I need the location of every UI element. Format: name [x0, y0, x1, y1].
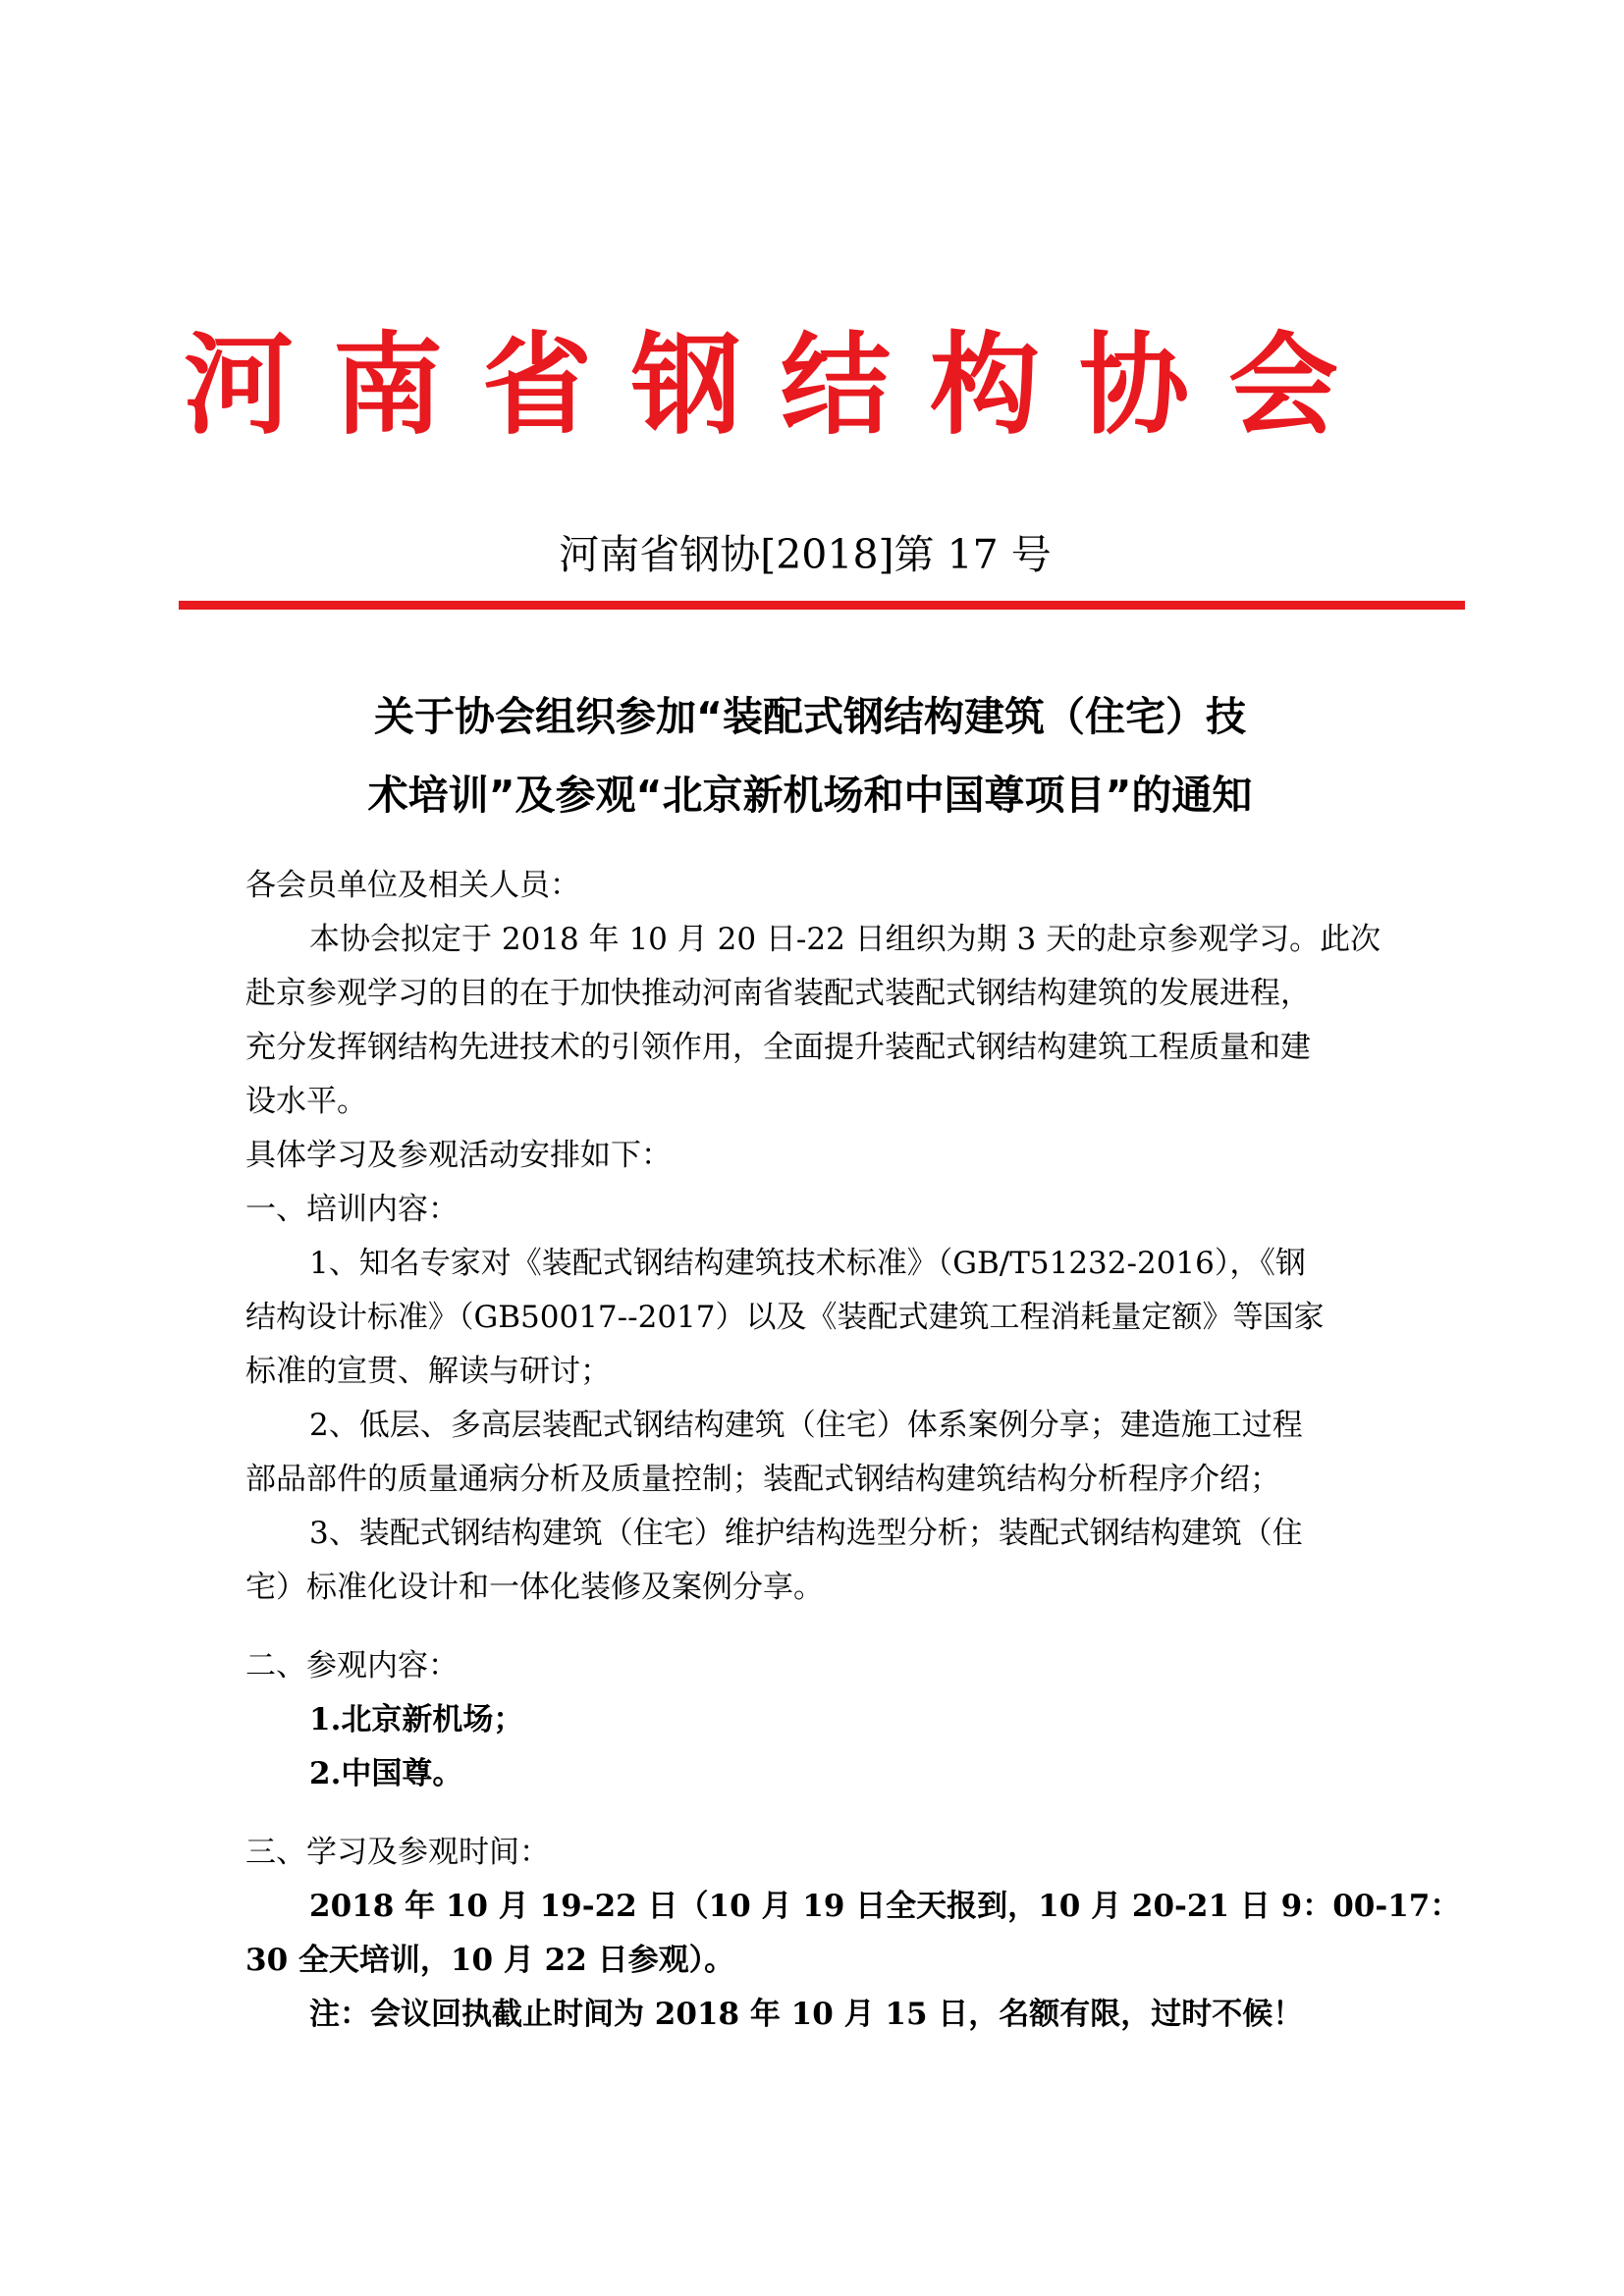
section-heading-visit: 二、参观内容： — [245, 1648, 459, 1683]
training-item-1: 标准的宣贯、解读与研讨； — [245, 1354, 611, 1389]
intro-line: 本协会拟定于 2018 年 10 月 20 日-22 日组织为期 3 天的赴京参观学习。此次 — [309, 922, 1381, 957]
intro-line: 充分发挥钢结构先进技术的引领作用，全面提升装配式钢结构建筑工程质量和建 — [245, 1030, 1311, 1065]
notice-title-line: 关于协会组织参加“装配式钢结构建筑（住宅）技 — [374, 693, 1246, 740]
section-heading-time: 三、学习及参观时间： — [245, 1835, 550, 1870]
red-divider-line — [179, 601, 1465, 610]
training-item-1: 1、知名专家对《装配式钢结构建筑技术标准》（GB/T51232-2016），《钢 — [309, 1246, 1306, 1281]
document-number: 河南省钢协[2018]第 17 号 — [559, 531, 1052, 578]
organization-title: 河南省钢结构协会 — [184, 322, 1378, 450]
visit-item: 2.中国尊。 — [309, 1756, 463, 1791]
salutation: 各会员单位及相关人员： — [245, 868, 580, 903]
time-line: 2018 年 10 月 19-22 日（10 月 19 日全天报到，10 月 20-21 日 9：00-17： — [309, 1889, 1461, 1924]
training-item-3: 3、装配式钢结构建筑（住宅）维护结构选型分析；装配式钢结构建筑（住 — [309, 1516, 1303, 1551]
arrangement-intro: 具体学习及参观活动安排如下： — [245, 1138, 672, 1173]
section-heading-training: 一、培训内容： — [245, 1192, 459, 1227]
time-line: 30 全天培训，10 月 22 日参观）。 — [245, 1943, 735, 1978]
training-item-2: 2、低层、多高层装配式钢结构建筑（住宅）体系案例分享；建造施工过程 — [309, 1408, 1303, 1443]
intro-line: 赴京参观学习的目的在于加快推动河南省装配式装配式钢结构建筑的发展进程， — [245, 976, 1311, 1011]
training-item-2: 部品部件的质量通病分析及质量控制；装配式钢结构建筑结构分析程序介绍； — [245, 1462, 1280, 1497]
training-item-1: 结构设计标准》（GB50017--2017）以及《装配式建筑工程消耗量定额》等国家 — [245, 1300, 1325, 1335]
intro-line: 设水平。 — [245, 1084, 367, 1119]
notice-body — [245, 859, 1461, 2042]
notice-title — [177, 677, 1443, 834]
visit-item: 1.北京新机场； — [309, 1702, 524, 1737]
notice-title-line: 术培训”及参观“北京新机场和中国尊项目”的通知 — [367, 772, 1253, 819]
training-item-3: 宅）标准化设计和一体化装修及案例分享。 — [245, 1570, 824, 1605]
deadline-note: 注：会议回执截止时间为 2018 年 10 月 15 日，名额有限，过时不候！ — [309, 1997, 1304, 2032]
